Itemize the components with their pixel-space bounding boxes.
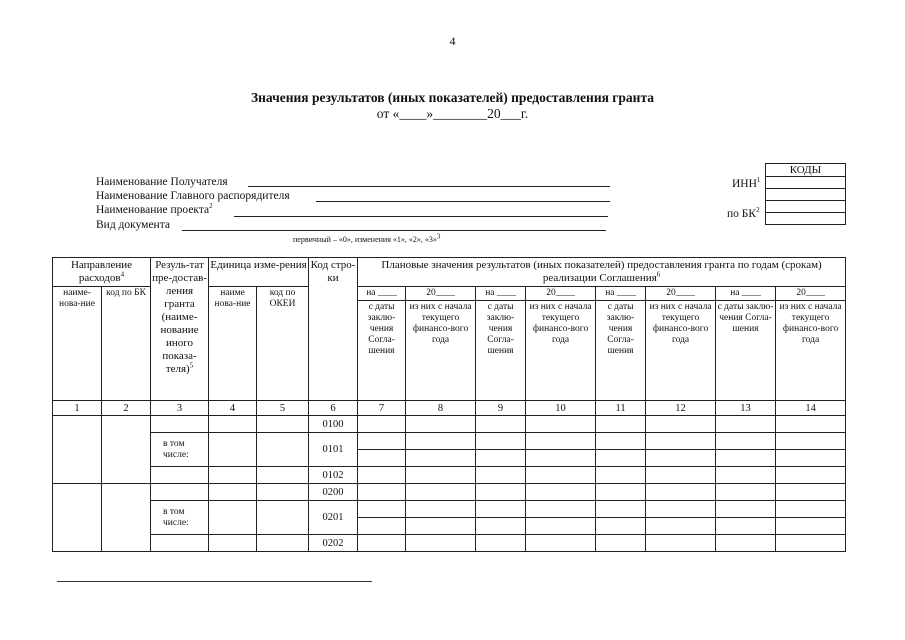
direction-code-header: код по БК — [102, 287, 151, 401]
plan-header: Плановые значения результатов (иных показателей) предоставления гранта по годам (срокам) реализации Соглашения$^6$ — [358, 258, 846, 287]
period-on-header: на ____ — [716, 287, 776, 301]
column-number: 2 — [102, 401, 151, 416]
data-cell[interactable] — [476, 535, 526, 552]
column-number: 11 — [596, 401, 646, 416]
column-number: 1 — [53, 401, 102, 416]
period-on-header: на ____ — [358, 287, 406, 301]
data-cell[interactable] — [209, 467, 257, 484]
empty-code-cell[interactable] — [766, 213, 846, 225]
data-cell[interactable] — [716, 416, 776, 433]
data-cell[interactable] — [358, 535, 406, 552]
data-cell[interactable] — [646, 450, 716, 467]
data-cell[interactable] — [776, 416, 846, 433]
result-header: Резуль-тат пре-достав-ления гранта (наиме-нование иного показа-теля)$^5$ — [151, 258, 209, 401]
data-cell[interactable] — [716, 501, 776, 518]
data-cell[interactable] — [526, 535, 596, 552]
data-cell[interactable] — [526, 467, 596, 484]
doc-type-note: первичный – «0», изменения «1», «2», «3»3 — [293, 232, 441, 244]
data-cell[interactable] — [476, 518, 526, 535]
data-cell[interactable] — [102, 484, 151, 552]
data-cell[interactable] — [358, 467, 406, 484]
from-date-header: с даты заклю-чения Согла-шения — [716, 301, 776, 401]
column-number: 14 — [776, 401, 846, 416]
data-cell[interactable] — [358, 484, 406, 501]
from-date-header: с даты заклю-чения Согла-шения — [358, 301, 406, 401]
data-cell[interactable] — [596, 484, 646, 501]
codes-table — [765, 163, 846, 225]
data-cell[interactable] — [776, 450, 846, 467]
data-cell[interactable] — [476, 467, 526, 484]
column-number: 13 — [716, 401, 776, 416]
data-cell[interactable] — [526, 433, 596, 450]
column-number: 3 — [151, 401, 209, 416]
data-cell[interactable] — [476, 433, 526, 450]
data-cell[interactable] — [358, 501, 406, 518]
data-cell[interactable] — [53, 416, 102, 484]
data-cell[interactable] — [596, 535, 646, 552]
data-cell[interactable] — [646, 501, 716, 518]
row-code-header: Код стро-ки — [309, 258, 358, 401]
data-cell[interactable] — [646, 467, 716, 484]
unit-header: Единица изме-рения — [209, 258, 309, 287]
data-cell[interactable] — [209, 433, 257, 467]
inn-label: ИНН$^1$ — [732, 176, 761, 190]
from-date-header: с даты заклю-чения Согла-шения — [476, 301, 526, 401]
data-cell[interactable] — [646, 518, 716, 535]
period-year-header: 20____ — [776, 287, 846, 301]
row-code: 0102 — [309, 467, 358, 484]
project-field-line[interactable] — [234, 216, 608, 217]
period-year-header: 20____ — [646, 287, 716, 301]
data-cell[interactable] — [151, 416, 209, 433]
data-cell[interactable] — [776, 484, 846, 501]
current-year-header: из них с начала текущего финансо-вого года — [406, 301, 476, 401]
doc-type-field-line[interactable] — [182, 230, 606, 231]
data-cell[interactable] — [151, 467, 209, 484]
data-cell[interactable] — [476, 450, 526, 467]
data-cell[interactable] — [646, 484, 716, 501]
data-cell[interactable] — [358, 518, 406, 535]
data-cell[interactable] — [257, 433, 309, 467]
doc-type-label: Вид документа — [96, 219, 170, 231]
date-line: от «____»________20___г. — [376, 106, 529, 121]
data-cell[interactable] — [596, 518, 646, 535]
data-cell[interactable] — [209, 535, 257, 552]
data-cell[interactable] — [476, 484, 526, 501]
data-cell[interactable] — [358, 416, 406, 433]
current-year-header: из них с начала текущего финансо-вого года — [646, 301, 716, 401]
codes-header: КОДЫ — [766, 164, 846, 177]
data-cell[interactable] — [716, 450, 776, 467]
row-code: 0101 — [309, 433, 358, 467]
data-cell[interactable] — [716, 467, 776, 484]
period-on-header: на ____ — [596, 287, 646, 301]
column-number: 7 — [358, 401, 406, 416]
bk-code-cell[interactable] — [766, 201, 846, 213]
data-cell[interactable] — [257, 416, 309, 433]
unit-code-header: код по ОКЕИ — [257, 287, 309, 401]
data-cell[interactable] — [646, 535, 716, 552]
period-year-header: 20____ — [526, 287, 596, 301]
data-cell[interactable] — [716, 433, 776, 450]
data-cell[interactable] — [53, 484, 102, 552]
data-cell[interactable] — [646, 433, 716, 450]
data-cell[interactable] — [257, 501, 309, 535]
bk-label: по $БК^2$ — [727, 206, 760, 220]
data-cell[interactable] — [151, 535, 209, 552]
data-cell[interactable] — [596, 501, 646, 518]
data-cell[interactable] — [406, 484, 476, 501]
in-total-label: в том числе: — [151, 433, 209, 467]
inn-code-cell[interactable] — [766, 177, 846, 189]
project-label: Наименование проекта$^2$ — [96, 202, 213, 216]
data-cell[interactable] — [257, 467, 309, 484]
row-code: 0200 — [309, 484, 358, 501]
in-total-label: в том числе: — [151, 501, 209, 535]
data-cell[interactable] — [526, 501, 596, 518]
row-code: 0201 — [309, 501, 358, 535]
main-manager-label: Наименование Главного распорядителя — [96, 190, 290, 202]
data-cell[interactable] — [151, 484, 209, 501]
data-cell[interactable] — [776, 501, 846, 518]
data-cell[interactable] — [526, 484, 596, 501]
direction-header: Направление расходов$^4$ — [53, 258, 151, 287]
data-cell[interactable] — [776, 467, 846, 484]
data-cell[interactable] — [358, 450, 406, 467]
data-cell[interactable] — [406, 535, 476, 552]
column-number: 9 — [476, 401, 526, 416]
document-title: Значения результатов (иных показателей) предоставления гранта — [250, 90, 655, 105]
results-table — [52, 257, 846, 552]
data-cell[interactable] — [596, 450, 646, 467]
data-cell[interactable] — [646, 416, 716, 433]
data-cell[interactable] — [526, 416, 596, 433]
data-cell[interactable] — [716, 535, 776, 552]
data-cell[interactable] — [406, 433, 476, 450]
data-cell[interactable] — [776, 535, 846, 552]
data-cell[interactable] — [358, 433, 406, 450]
recipient-field-line[interactable] — [248, 186, 610, 187]
column-number: 8 — [406, 401, 476, 416]
column-number: 4 — [209, 401, 257, 416]
data-cell[interactable] — [257, 535, 309, 552]
column-number: 6 — [309, 401, 358, 416]
data-cell[interactable] — [526, 518, 596, 535]
page-number: 4 — [449, 34, 456, 48]
current-year-header: из них с начала текущего финансо-вого года — [776, 301, 846, 401]
data-cell[interactable] — [526, 450, 596, 467]
data-cell[interactable] — [406, 416, 476, 433]
data-cell[interactable] — [257, 484, 309, 501]
footnote-separator — [57, 581, 372, 582]
column-number: 12 — [646, 401, 716, 416]
period-year-header: 20____ — [406, 287, 476, 301]
period-on-header: на ____ — [476, 287, 526, 301]
data-cell[interactable] — [476, 416, 526, 433]
data-cell[interactable] — [209, 484, 257, 501]
row-code: 0202 — [309, 535, 358, 552]
data-cell[interactable] — [596, 433, 646, 450]
recipient-label: Наименование Получателя — [96, 176, 228, 188]
unit-name-header: наиме нова-ние — [209, 287, 257, 401]
data-cell[interactable] — [776, 518, 846, 535]
current-year-header: из них с начала текущего финансо-вого года — [526, 301, 596, 401]
row-code: 0100 — [309, 416, 358, 433]
column-number: 10 — [526, 401, 596, 416]
data-cell[interactable] — [406, 467, 476, 484]
data-cell[interactable] — [716, 518, 776, 535]
column-number: 5 — [257, 401, 309, 416]
data-cell[interactable] — [596, 467, 646, 484]
data-cell[interactable] — [776, 433, 846, 450]
data-cell[interactable] — [476, 501, 526, 518]
data-cell[interactable] — [406, 450, 476, 467]
data-cell[interactable] — [102, 416, 151, 484]
from-date-header: с даты заклю-чения Согла-шения — [596, 301, 646, 401]
data-cell[interactable] — [596, 416, 646, 433]
data-cell[interactable] — [406, 501, 476, 518]
direction-name-header: наиме-нова-ние — [53, 287, 102, 401]
data-cell[interactable] — [716, 484, 776, 501]
data-cell[interactable] — [209, 501, 257, 535]
main-manager-field-line[interactable] — [316, 201, 610, 202]
data-cell[interactable] — [209, 416, 257, 433]
empty-code-cell[interactable] — [766, 189, 846, 201]
data-cell[interactable] — [406, 518, 476, 535]
